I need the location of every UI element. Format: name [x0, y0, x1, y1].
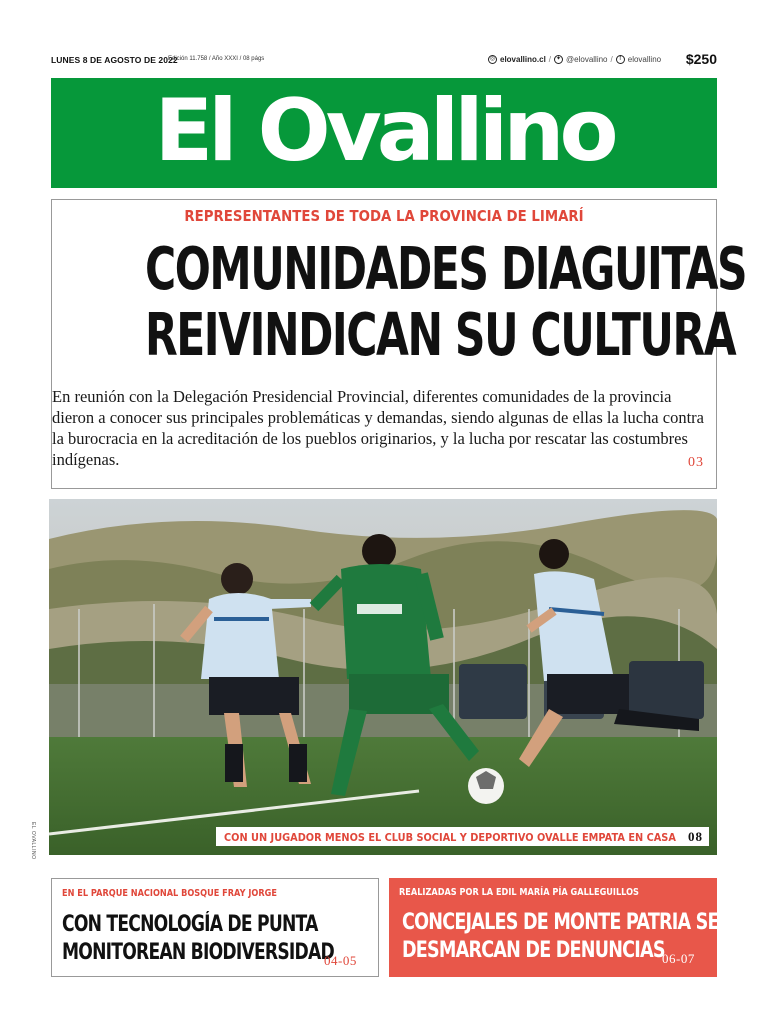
teaser-councilmembers[interactable]	[389, 878, 717, 977]
edition-info: Edición 11.758 / Año XXXI / 08 págs	[168, 56, 265, 62]
teaser-kicker: REALIZADAS POR LA EDIL MARÍA PÍA GALLEGUILLOS	[399, 887, 639, 898]
lead-summary	[52, 386, 716, 470]
issue-date: LUNES 8 DE AGOSTO DE 2022	[51, 55, 178, 65]
football-photo	[49, 499, 717, 855]
lead-kicker: REPRESENTANTES DE TODA LA PROVINCIA DE LIMARÍ	[184, 207, 584, 225]
lead-story	[51, 199, 747, 489]
lead-summary-text: En reunión con la Delegación Presidencial Provincial, diferentes comunidades de la provincia dieron a conocer sus principales problemáticas y demandas, siendo algunas de ellas la lucha contra la burocracia en la acreditación de los pueblos originarios, y la lucha por rescatar las costumbres indígenas.	[52, 387, 704, 469]
teaser-headline-line: CONCEJALES DE MONTE PATRIA SE	[402, 910, 719, 935]
lead-page-number: 03	[688, 455, 704, 470]
teaser-headline	[62, 911, 411, 967]
separator: /	[610, 55, 613, 64]
photo-caption[interactable]	[216, 827, 709, 846]
globe-icon: ◎	[489, 56, 496, 62]
facebook-link[interactable]: elovallino	[627, 55, 662, 64]
teaser-headline-line: CON TECNOLOGÍA DE PUNTA	[62, 912, 318, 937]
photo-caption-text: CON UN JUGADOR MENOS EL CLUB SOCIAL Y DEPORTIVO OVALLE EMPATA EN CASA	[224, 830, 676, 844]
price: $250	[685, 51, 717, 67]
masthead	[51, 78, 717, 188]
newspaper-logo: El Ovallino	[154, 81, 614, 181]
teaser-biodiversity[interactable]	[51, 878, 379, 977]
teaser-headline-line: DESMARCAN DE DENUNCIAS	[402, 938, 665, 963]
lead-headline-line: COMUNIDADES DIAGUITAS	[144, 234, 747, 303]
facebook-icon: f	[616, 55, 625, 64]
top-bar	[51, 53, 717, 69]
lead-headline[interactable]	[52, 234, 747, 369]
separator: /	[548, 55, 552, 64]
teaser-page-number: 06-07	[662, 951, 695, 966]
lead-headline-line: REIVINDICAN SU CULTURA	[144, 300, 736, 369]
football-match-image	[49, 499, 717, 855]
teaser-headline-line: MONITOREAN BIODIVERSIDAD	[62, 940, 334, 965]
teaser-kicker: EN EL PARQUE NACIONAL BOSQUE FRAY JORGE	[62, 888, 277, 899]
twitter-icon: ✦	[556, 56, 562, 62]
teaser-page-number: 04-05	[324, 953, 357, 968]
social-links	[488, 55, 661, 64]
teaser-headline	[402, 909, 768, 965]
photo-credit: EL OVALLINO	[30, 822, 36, 860]
photo-page-number: 08	[688, 829, 703, 844]
twitter-link[interactable]: @elovallino	[566, 55, 608, 64]
website-link[interactable]: elovallino.cl	[500, 55, 546, 64]
